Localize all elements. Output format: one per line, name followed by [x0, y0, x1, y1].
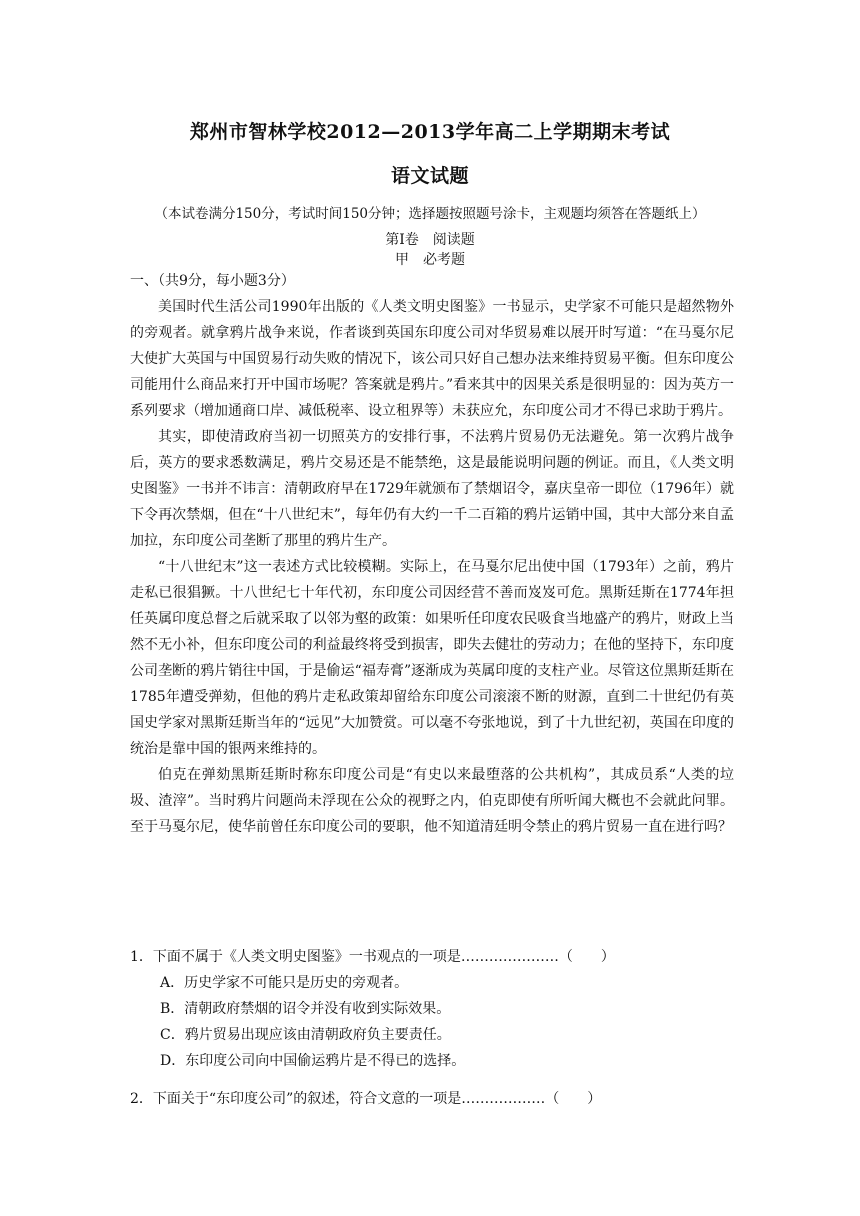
exam-title: 郑州市智林学校2012—2013学年高二上学期期末考试 — [189, 121, 671, 143]
part-one-heading: 一、（共9分，每小题3分） — [130, 273, 295, 289]
question-option: C．鸦片贸易出现应该由清朝政府负主要责任。 — [160, 1027, 451, 1043]
passage-paragraph: 其实，即使清政府当初一切照英方的安排行事，不法鸦片贸易仍无法避免。第一次鸦片战争后，英方的要求悉数满足，鸦片交易还是不能禁绝，这是最能说明问题的例证。而且，《人类文明史图鉴》一书并不讳言：清朝政府早在1729年就颁布了禁烟诏令，嘉庆皇帝一即位（1796年）就下令再次禁烟，但在“十八世纪末”，每年仍有大约一千二百箱的鸦片运销中国，其中大部分来自孟加拉，东印度公司垄断了那里的鸦片生产。 — [130, 429, 734, 549]
passage-paragraph: 伯克在弹劾黑斯廷斯时称东印度公司是“有史以来最堕落的公共机构”，其成员系“人类的垃圾、渣滓”。当时鸦片问题尚未浮现在公众的视野之内，伯克即使有所听闻大概也不会就此问罪。至于马戛尔尼，使华前曾任东印度公司的要职，他不知道清廷明令禁止的鸦片贸易一直在进行吗？ — [130, 767, 734, 835]
question-1 — [130, 944, 734, 1074]
question-option: A．历史学家不可能只是历史的旁观者。 — [160, 975, 409, 991]
passage-paragraph: “十八世纪末”这一表述方式比较模糊。实际上，在马戛尔尼出使中国（1793年）之前，鸦片走私已很猖獗。十八世纪七十年代初，东印度公司因经营不善而岌岌可危。黑斯廷斯在1774年担任英属印度总督之后就采取了以邻为壑的政策：如果听任印度农民吸食当地盛产的鸦片，财政上当然不无小补，但东印度公司的利益最终将受到损害，即失去健壮的劳动力；在他的坚持下，东印度公司垄断的鸦片销往中国，于是偷运“福寿膏”逐渐成为英属印度的支柱产业。尽管这位黑斯廷斯在1785年遭受弹劾，但他的鸦片走私政策却留给东印度公司滚滚不断的财源，直到二十世纪仍有英国史学家对黑斯廷斯当年的“远见”大加赞赏。可以毫不夸张地说，到了十九世纪初，英国在印度的统治是靠中国的银两来维持的。 — [130, 559, 734, 757]
question-option: D．东印度公司向中国偷运鸦片是不得已的选择。 — [160, 1053, 466, 1069]
exam-subtitle: 语文试题 — [390, 165, 469, 187]
passage-paragraph: 美国时代生活公司1990年出版的《人类文明史图鉴》一书显示，史学家不可能只是超然物外的旁观者。就拿鸦片战争来说，作者谈到英国东印度公司对华贸易难以展开时写道：“在马戛尔尼大使扩大英国与中国贸易行动失败的情况下，该公司只好自己想办法来维持贸易平衡。但东印度公司能用什么商品来打开中国市场呢？答案就是鸦片。”看来其中的因果关系是很明显的：因为英方一系列要求（增加通商口岸、减低税率、设立租界等）未获应允，东印度公司才不得已求助于鸦片。 — [130, 299, 734, 419]
question-stem: 2．下面关于“东印度公司”的叙述，符合文意的一项是………………（ ） — [130, 1091, 602, 1107]
section-heading: 甲 必考题 — [395, 252, 465, 268]
question-option: B．清朝政府禁烟的诏令并没有收到实际效果。 — [160, 1001, 451, 1017]
question-2 — [130, 1086, 734, 1112]
volume-heading: 第Ⅰ卷 阅读题 — [385, 232, 475, 248]
question-stem: 1．下面不属于《人类文明史图鉴》一书观点的一项是…………………（ ） — [130, 949, 615, 965]
reading-passage — [130, 294, 734, 840]
exam-note: （本试卷满分150分，考试时间150分钟；选择题按照题号涂卡，主观题均须答在答题纸上） — [154, 206, 706, 222]
